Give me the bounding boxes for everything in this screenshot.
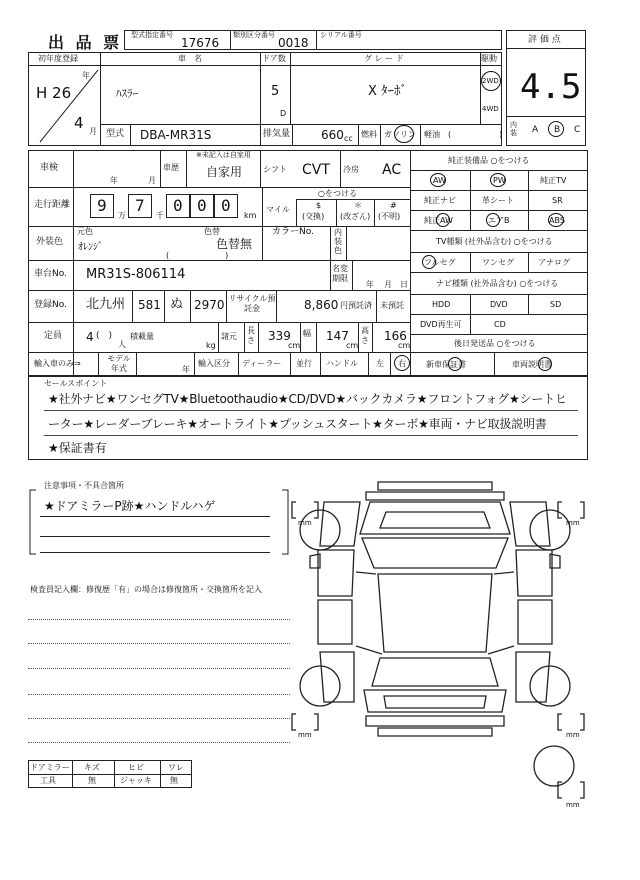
mileage-star: ＊ <box>354 201 362 210</box>
dvd-playable-label: DVD再生可 <box>420 320 462 329</box>
color-change-value: 色替無 <box>216 237 253 251</box>
form-title: 出 品 票 <box>48 33 123 52</box>
interior-b-circle <box>548 121 564 137</box>
doors-d: D <box>280 109 287 118</box>
tire-mm-rr: mm <box>566 731 580 739</box>
later-warranty: 新車保証書 <box>426 360 466 369</box>
header-section <box>28 28 588 146</box>
shift-label: シフト <box>263 165 287 174</box>
plate-kana: ぬ <box>170 297 184 312</box>
tire-mm-spare: mm <box>566 801 580 809</box>
doors-label: ドア数 <box>262 54 286 63</box>
handle-label: ハンドル <box>326 359 358 368</box>
capacity-paren: ( ) <box>96 331 113 341</box>
nav-hdd: HDD <box>432 300 451 309</box>
equip-abs: ABS <box>549 216 565 225</box>
first-reg-label: 初年度登録 <box>38 54 78 63</box>
class-code-value: 0018 <box>278 36 309 50</box>
tire-mm-rl: mm <box>298 731 312 739</box>
displacement-value: 660 <box>321 128 344 142</box>
plate-area: 北九州 <box>86 297 126 312</box>
type-designation-label: 型式指定番号 <box>131 31 173 39</box>
mileage-man: 万 <box>118 211 126 220</box>
cooler-value: AC <box>382 162 402 178</box>
plate-label: 登録No. <box>34 300 67 310</box>
mileage-hash: # <box>390 201 397 210</box>
interior-b: B <box>554 125 561 135</box>
height-value: 166 <box>384 329 407 343</box>
fuel-other: ( ) <box>448 130 503 139</box>
equipment-title: 純正装備品 ○をつける <box>448 156 530 165</box>
legend-crack: ヒビ <box>128 763 144 772</box>
interior-color-label: 内装色 <box>334 228 342 255</box>
tire-mm-fr: mm <box>566 519 580 527</box>
history-note: ※未記入は自家用 <box>196 151 251 159</box>
deadline-day: 日 <box>400 280 408 289</box>
reg-month: 4 <box>74 114 84 132</box>
mileage-km: km <box>244 211 257 220</box>
tv-analog: アナログ <box>538 258 570 267</box>
cd-option: CD <box>494 320 506 329</box>
plate-number: 2970 <box>194 298 225 312</box>
original-color-value: ｵﾚﾝｼﾞ <box>78 242 103 253</box>
reg-month-unit: 月 <box>89 127 97 136</box>
deadline-year: 年 <box>366 280 374 289</box>
interior-a: A <box>532 125 539 135</box>
equip-leather: 革シート <box>482 196 514 205</box>
color-number-label: カラーNo. <box>272 227 314 237</box>
load-kg: kg <box>206 341 216 350</box>
sales-point-line-2: ーター★レーダーブレーキ★オートライト★プッシュスタート★ターボ★車両・ナビ取扱説明書 <box>48 417 547 431</box>
grade-label: グ レ ー ド <box>364 54 404 63</box>
history-value: 自家用 <box>206 165 243 179</box>
load-label: 積載量 <box>130 332 154 341</box>
reg-era-year: H 26 <box>36 84 72 102</box>
parallel-option: 並行 <box>296 359 312 368</box>
later-manual-circle <box>538 357 552 371</box>
mileage-mark-note: ○をつける <box>318 189 357 198</box>
legend-break: ワレ <box>168 763 184 772</box>
model-year-label: モデル年式 <box>107 354 131 373</box>
car-name-value: ﾊｽﾗｰ <box>116 87 138 100</box>
model-year-unit: 年 <box>182 365 190 374</box>
dimensions-label: 諸元 <box>221 332 237 341</box>
history-label: 車歴 <box>163 163 179 172</box>
sales-point-label: セールスポイント <box>44 379 108 388</box>
equip-pw: PW <box>493 176 506 185</box>
grade-value: X ﾀｰﾎﾞ <box>368 84 408 99</box>
equip-aw: AW <box>433 176 446 185</box>
car-name-label: 車 名 <box>178 54 202 63</box>
mileage-digit-5: 0 <box>221 196 231 215</box>
car-diagram <box>290 476 590 816</box>
width-value: 147 <box>326 329 349 343</box>
inspector-label: 検査員記入欄：修復歴「有」の場合は修復箇所・交換箇所を記入 <box>30 585 262 594</box>
mileage-unknown: (不明) <box>378 212 401 221</box>
mileage-tampered: (改ざん) <box>340 212 371 221</box>
equip-sr: SR <box>552 196 563 205</box>
legend-door-mirror: ドアミラー <box>30 763 70 772</box>
type-designation-value: 17676 <box>181 36 220 50</box>
mileage-digit-1: 9 <box>97 196 107 215</box>
recycle-not-deposited: 未預託 <box>380 301 404 310</box>
fuel-gasoline-circle <box>394 125 414 143</box>
legend-tools-value: 無 <box>88 776 96 785</box>
mileage-mile: マイル <box>266 205 290 214</box>
legend-tools: 工具 <box>40 776 56 785</box>
import-only-label: 輸入車のみ⇒ <box>34 359 81 368</box>
rating-value: 4.5 <box>520 67 582 107</box>
mileage-sen: 千 <box>156 211 164 220</box>
mileage-digit-3: 0 <box>173 196 183 215</box>
equip-genuine-aw: 純正AW <box>424 216 453 225</box>
doors-value: 5 <box>271 84 280 99</box>
notes-bracket <box>26 480 296 560</box>
tv-oneseg: ワンセグ <box>482 258 514 267</box>
drive-2wd: 2WD <box>482 77 499 85</box>
mileage-label: 走行距離 <box>34 200 71 210</box>
nav-sd: SD <box>550 300 562 309</box>
exterior-color-label: 外装色 <box>36 237 64 247</box>
shift-value: CVT <box>302 162 330 178</box>
inspection-month: 月 <box>148 176 156 185</box>
notes-label: 注意事項・不具合箇所 <box>44 481 124 490</box>
sales-point-line-1: ★社外ナビ★ワンセグTV★Bluetoothaudio★CD/DVD★バックカメラ★フロントフォグ★シートヒ <box>48 392 567 406</box>
drive-4wd: 4WD <box>482 105 499 113</box>
legend-scratch: キズ <box>84 763 100 772</box>
model-label: 型式 <box>106 129 125 139</box>
equip-aw-circle <box>430 173 446 187</box>
handle-right-circle <box>394 355 410 371</box>
length-label: 長さ <box>247 326 255 345</box>
width-cm: cm <box>346 341 359 350</box>
tv-fullseg: フルセグ <box>424 258 456 267</box>
color-change-paren: ( ) <box>166 251 229 260</box>
capacity-value: 4 <box>86 330 94 344</box>
tire-mm-fl: mm <box>298 519 312 527</box>
tv-fullseg-circle <box>422 255 436 269</box>
displacement-label: 排気量 <box>263 129 291 139</box>
equip-tv: 純正TV <box>540 176 567 185</box>
equip-abs-circle <box>548 213 564 227</box>
reg-year-unit: 年 <box>82 71 90 80</box>
drive-label: 駆動 <box>481 54 497 63</box>
capacity-unit: 人 <box>118 340 126 349</box>
sales-point-line-3: ★保証書有 <box>48 441 107 455</box>
height-label: 高さ <box>361 326 369 345</box>
length-cm: cm <box>288 341 301 350</box>
serial-label: シリアル番号 <box>320 31 362 39</box>
width-label: 幅 <box>303 329 311 338</box>
chassis-label: 車台No. <box>34 269 67 279</box>
nav-dvd: DVD <box>490 300 508 309</box>
import-class-label: 輸入区分 <box>198 359 230 368</box>
interior-c: C <box>574 125 581 135</box>
equip-genuine-aw-circle <box>436 213 450 227</box>
fuel-gasoline: ガソリン <box>384 130 416 139</box>
cooler-label: 冷房 <box>343 165 359 174</box>
interior-label: 内装 <box>510 121 517 137</box>
fuel-diesel: 軽油 <box>424 130 440 139</box>
height-cm: cm <box>398 341 411 350</box>
mileage-digit-2: 7 <box>135 196 145 215</box>
length-value: 339 <box>268 329 291 343</box>
equip-pw-circle <box>490 173 506 187</box>
fuel-label: 燃料 <box>361 130 377 139</box>
legend-jack-value: 無 <box>170 776 178 785</box>
inspection-year: 年 <box>110 176 118 185</box>
capacity-label: 定員 <box>44 331 63 341</box>
handle-right: 右 <box>398 359 406 368</box>
notes-line-1: ★ドアミラーP跡★ハンドルハゲ <box>44 499 216 513</box>
equip-navi: 純正ナビ <box>424 196 456 205</box>
class-code-label: 類別区分番号 <box>233 31 275 39</box>
legend-jack: ジャッキ <box>120 776 152 785</box>
color-change-label: 色替 <box>204 227 220 236</box>
plate-class: 581 <box>138 298 161 312</box>
inspection-label: 車検 <box>40 163 59 173</box>
tv-type-title: TV種類 (社外品含む) ○をつける <box>436 237 553 246</box>
recycle-label: リサイクル預託金 <box>228 294 276 313</box>
mileage-digit-4: 0 <box>197 196 207 215</box>
later-warranty-circle <box>448 357 462 371</box>
name-change-deadline: 名変期限 <box>332 264 348 283</box>
later-items-title: 後日発送品 ○をつける <box>454 339 536 348</box>
mileage-dollar: $ <box>316 201 322 210</box>
deadline-month: 月 <box>384 280 392 289</box>
model-value: DBA-MR31S <box>140 128 212 142</box>
equip-airbag: エアB <box>488 216 510 225</box>
nav-type-title: ナビ種類 (社外品含む) ○をつける <box>436 279 559 288</box>
recycle-deposited: 円預託済 <box>340 301 372 310</box>
original-color-label: 元色 <box>77 227 93 236</box>
recycle-amount: 8,860 <box>304 298 339 312</box>
rating-label: 評 価 点 <box>528 35 561 45</box>
displacement-unit: cc <box>344 134 353 143</box>
dealer-option: ディーラー <box>242 359 282 368</box>
handle-left: 左 <box>376 359 384 368</box>
later-manual: 車両説明書 <box>512 360 552 369</box>
mileage-exchange: (交換) <box>302 212 325 221</box>
chassis-value: MR31S-806114 <box>86 267 186 282</box>
equip-airbag-circle <box>486 213 500 227</box>
